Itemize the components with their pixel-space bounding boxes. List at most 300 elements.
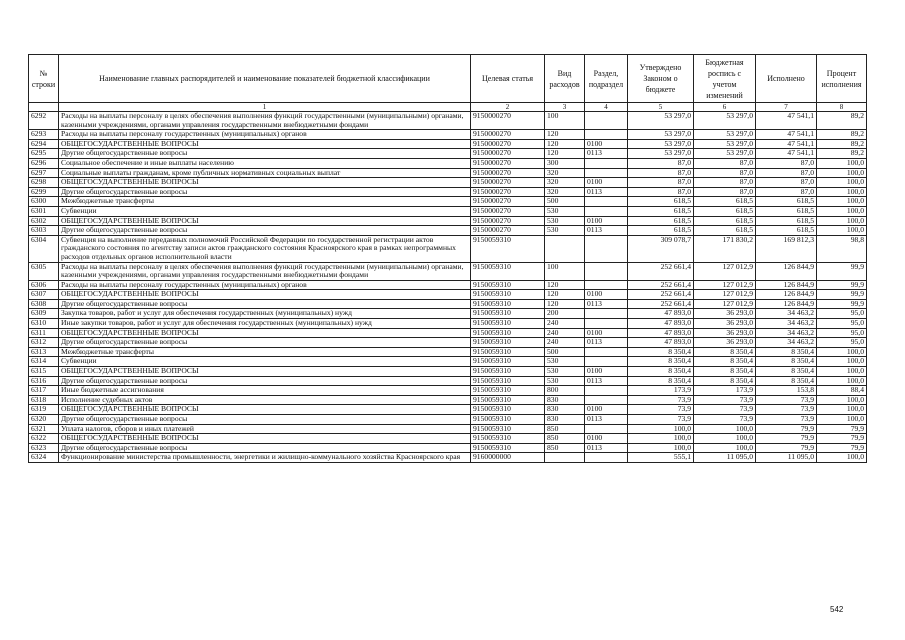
row-schedule: 100,0 (694, 434, 756, 444)
table-row (29, 328, 867, 338)
row-target-code: 9150059310 (471, 386, 545, 396)
row-name: Иные закупки товаров, работ и услуг для обеспечения государственных (муниципальных) нужд (59, 319, 471, 329)
column-number: 8 (817, 103, 867, 112)
row-section: 0100 (585, 139, 628, 149)
row-name: Другие общегосударственные вопросы (59, 376, 471, 386)
row-section: 0113 (585, 226, 628, 236)
table-row (29, 319, 867, 329)
row-target-code: 9150059310 (471, 338, 545, 348)
row-executed: 87,0 (756, 158, 817, 168)
row-section (585, 112, 628, 130)
row-name: ОБЩЕГОСУДАРСТВЕННЫЕ ВОПРОСЫ (59, 178, 471, 188)
row-number: 6308 (29, 299, 59, 309)
table-row (29, 206, 867, 216)
row-percent: 100,0 (817, 158, 867, 168)
row-number: 6309 (29, 309, 59, 319)
column-number: 7 (756, 103, 817, 112)
header-type: Вид расходов (545, 55, 585, 103)
row-schedule: 100,0 (694, 443, 756, 453)
row-expense-type (545, 235, 585, 262)
row-schedule: 36 293,0 (694, 328, 756, 338)
row-schedule: 618,5 (694, 216, 756, 226)
row-section (585, 395, 628, 405)
table-row (29, 405, 867, 415)
row-approved: 87,0 (628, 168, 694, 178)
table-row (29, 149, 867, 159)
row-approved: 47 893,0 (628, 319, 694, 329)
row-number: 6298 (29, 178, 59, 188)
row-name: Субвенции (59, 206, 471, 216)
row-executed: 79,9 (756, 434, 817, 444)
row-approved: 309 078,7 (628, 235, 694, 262)
row-percent: 99,9 (817, 299, 867, 309)
row-name: ОБЩЕГОСУДАРСТВЕННЫЕ ВОПРОСЫ (59, 290, 471, 300)
row-percent: 100,0 (817, 367, 867, 377)
row-number: 6302 (29, 216, 59, 226)
row-section: 0113 (585, 338, 628, 348)
row-approved: 252 661,4 (628, 299, 694, 309)
table-row (29, 347, 867, 357)
row-schedule: 127 012,9 (694, 262, 756, 280)
row-name: Другие общегосударственные вопросы (59, 443, 471, 453)
row-schedule: 618,5 (694, 197, 756, 207)
row-expense-type: 830 (545, 395, 585, 405)
row-section (585, 206, 628, 216)
header-row-no: № строки (29, 55, 59, 103)
row-schedule: 87,0 (694, 178, 756, 188)
row-number: 6306 (29, 280, 59, 290)
row-target-code: 9150059310 (471, 328, 545, 338)
row-schedule: 127 012,9 (694, 290, 756, 300)
row-expense-type: 100 (545, 112, 585, 130)
column-number: 6 (694, 103, 756, 112)
row-section (585, 424, 628, 434)
row-section: 0100 (585, 328, 628, 338)
header-row (29, 55, 867, 103)
row-number: 6295 (29, 149, 59, 159)
row-expense-type: 850 (545, 443, 585, 453)
row-approved: 47 893,0 (628, 309, 694, 319)
row-name: Социальное обеспечение и иные выплаты населению (59, 158, 471, 168)
row-expense-type: 500 (545, 197, 585, 207)
row-executed: 79,9 (756, 443, 817, 453)
row-target-code: 9160000000 (471, 453, 545, 463)
row-section (585, 262, 628, 280)
row-schedule: 53 297,0 (694, 130, 756, 140)
table-row (29, 386, 867, 396)
row-number: 6316 (29, 376, 59, 386)
row-expense-type: 530 (545, 367, 585, 377)
row-section (585, 453, 628, 463)
row-number: 6318 (29, 395, 59, 405)
row-target-code: 9150059310 (471, 424, 545, 434)
column-number-blank (29, 103, 59, 112)
row-expense-type: 530 (545, 357, 585, 367)
row-percent: 98,8 (817, 235, 867, 262)
row-name: Расходы на выплаты персоналу в целях обеспечения выполнения функций государственными (муниципальными) органами, казенными учреждениями, органами управления государственными внебюджетными фондами (59, 112, 471, 130)
row-expense-type: 120 (545, 130, 585, 140)
row-schedule: 127 012,9 (694, 299, 756, 309)
row-number: 6324 (29, 453, 59, 463)
row-target-code: 9150059310 (471, 299, 545, 309)
row-number: 6319 (29, 405, 59, 415)
row-number: 6320 (29, 415, 59, 425)
row-expense-type: 830 (545, 415, 585, 425)
row-number: 6313 (29, 347, 59, 357)
row-percent: 95,0 (817, 309, 867, 319)
row-percent: 99,9 (817, 290, 867, 300)
row-approved: 87,0 (628, 178, 694, 188)
row-name: Иные бюджетные ассигнования (59, 386, 471, 396)
row-percent: 100,0 (817, 395, 867, 405)
row-number: 6317 (29, 386, 59, 396)
row-name: ОБЩЕГОСУДАРСТВЕННЫЕ ВОПРОСЫ (59, 216, 471, 226)
table-row (29, 139, 867, 149)
row-section (585, 386, 628, 396)
row-expense-type: 530 (545, 216, 585, 226)
row-expense-type: 320 (545, 168, 585, 178)
row-target-code: 9150000270 (471, 158, 545, 168)
row-percent: 100,0 (817, 216, 867, 226)
row-number: 6304 (29, 235, 59, 262)
row-expense-type: 300 (545, 158, 585, 168)
row-expense-type: 240 (545, 338, 585, 348)
row-number: 6311 (29, 328, 59, 338)
row-approved: 555,1 (628, 453, 694, 463)
row-executed: 8 350,4 (756, 347, 817, 357)
row-expense-type: 120 (545, 290, 585, 300)
row-section: 0100 (585, 367, 628, 377)
header-schedule: Бюджетная роспись с учетом изменений (694, 55, 756, 103)
row-target-code: 9150059310 (471, 347, 545, 357)
row-section (585, 280, 628, 290)
row-name: ОБЩЕГОСУДАРСТВЕННЫЕ ВОПРОСЫ (59, 139, 471, 149)
row-name: Расходы на выплаты персоналу государственных (муниципальных) органов (59, 280, 471, 290)
row-name: Другие общегосударственные вопросы (59, 187, 471, 197)
row-expense-type: 240 (545, 319, 585, 329)
row-expense-type: 530 (545, 376, 585, 386)
row-name: Межбюджетные трансферты (59, 347, 471, 357)
table-body (29, 112, 867, 463)
row-section: 0113 (585, 187, 628, 197)
row-name: Социальные выплаты гражданам, кроме публичных нормативных социальных выплат (59, 168, 471, 178)
row-target-code: 9150059310 (471, 405, 545, 415)
row-section (585, 130, 628, 140)
row-expense-type: 530 (545, 206, 585, 216)
row-schedule: 87,0 (694, 168, 756, 178)
row-percent: 95,0 (817, 319, 867, 329)
row-schedule: 8 350,4 (694, 357, 756, 367)
header-executed: Исполнено (756, 55, 817, 103)
row-schedule: 11 095,0 (694, 453, 756, 463)
row-percent: 89,2 (817, 112, 867, 130)
row-approved: 73,9 (628, 395, 694, 405)
row-executed: 73,9 (756, 405, 817, 415)
row-schedule: 87,0 (694, 158, 756, 168)
row-percent: 95,0 (817, 338, 867, 348)
row-section (585, 319, 628, 329)
row-executed: 34 463,2 (756, 309, 817, 319)
row-target-code: 9150059310 (471, 434, 545, 444)
table-row (29, 443, 867, 453)
row-approved: 252 661,4 (628, 280, 694, 290)
row-expense-type: 500 (545, 347, 585, 357)
row-number: 6305 (29, 262, 59, 280)
table-row (29, 290, 867, 300)
row-percent: 100,0 (817, 376, 867, 386)
row-number: 6314 (29, 357, 59, 367)
row-executed: 87,0 (756, 178, 817, 188)
row-section (585, 235, 628, 262)
column-number: 4 (585, 103, 628, 112)
row-target-code: 9150059310 (471, 235, 545, 262)
row-expense-type: 800 (545, 386, 585, 396)
row-expense-type: 120 (545, 139, 585, 149)
row-schedule: 36 293,0 (694, 319, 756, 329)
row-expense-type: 850 (545, 434, 585, 444)
row-schedule: 127 012,9 (694, 280, 756, 290)
row-approved: 8 350,4 (628, 347, 694, 357)
row-executed: 126 844,9 (756, 262, 817, 280)
row-expense-type: 320 (545, 187, 585, 197)
row-number: 6301 (29, 206, 59, 216)
row-target-code: 9150000270 (471, 178, 545, 188)
row-number: 6312 (29, 338, 59, 348)
row-percent: 79,9 (817, 424, 867, 434)
row-number: 6321 (29, 424, 59, 434)
row-target-code: 9150000270 (471, 130, 545, 140)
row-schedule: 618,5 (694, 226, 756, 236)
row-name: Уплата налогов, сборов и иных платежей (59, 424, 471, 434)
row-expense-type: 530 (545, 226, 585, 236)
row-schedule: 73,9 (694, 415, 756, 425)
row-approved: 53 297,0 (628, 130, 694, 140)
row-schedule: 73,9 (694, 395, 756, 405)
row-executed: 73,9 (756, 415, 817, 425)
table-row (29, 376, 867, 386)
row-expense-type: 100 (545, 262, 585, 280)
row-schedule: 8 350,4 (694, 367, 756, 377)
row-target-code: 9150059310 (471, 280, 545, 290)
row-number: 6322 (29, 434, 59, 444)
row-approved: 618,5 (628, 206, 694, 216)
row-executed: 8 350,4 (756, 376, 817, 386)
row-name: Другие общегосударственные вопросы (59, 338, 471, 348)
row-section: 0100 (585, 434, 628, 444)
row-executed: 11 095,0 (756, 453, 817, 463)
header-approved: Утверждено Законом о бюджете (628, 55, 694, 103)
row-number: 6294 (29, 139, 59, 149)
row-percent: 100,0 (817, 405, 867, 415)
header-code: Целевая статья (471, 55, 545, 103)
table-row (29, 299, 867, 309)
row-percent: 100,0 (817, 415, 867, 425)
row-approved: 8 350,4 (628, 376, 694, 386)
row-executed: 126 844,9 (756, 280, 817, 290)
row-executed: 79,9 (756, 424, 817, 434)
row-executed: 34 463,2 (756, 328, 817, 338)
header-name: Наименование главных распорядителей и наименование показателей бюджетной классификации (59, 55, 471, 103)
row-target-code: 9150059310 (471, 262, 545, 280)
row-name: Другие общегосударственные вопросы (59, 226, 471, 236)
row-name: Другие общегосударственные вопросы (59, 299, 471, 309)
row-expense-type (545, 453, 585, 463)
row-schedule: 73,9 (694, 405, 756, 415)
row-target-code: 9150000270 (471, 216, 545, 226)
row-section: 0113 (585, 443, 628, 453)
row-executed: 618,5 (756, 226, 817, 236)
row-approved: 618,5 (628, 226, 694, 236)
row-percent: 100,0 (817, 347, 867, 357)
row-executed: 34 463,2 (756, 319, 817, 329)
row-name: Другие общегосударственные вопросы (59, 415, 471, 425)
row-percent: 79,9 (817, 434, 867, 444)
row-name: Функционирование министерства промышленности, энергетики и жилищно-коммунального хозяйства Красноярского края (59, 453, 471, 463)
table-row (29, 226, 867, 236)
row-percent: 88,4 (817, 386, 867, 396)
row-name: ОБЩЕГОСУДАРСТВЕННЫЕ ВОПРОСЫ (59, 367, 471, 377)
row-percent: 100,0 (817, 453, 867, 463)
table-row (29, 415, 867, 425)
row-name: Исполнение судебных актов (59, 395, 471, 405)
table-row (29, 112, 867, 130)
row-approved: 87,0 (628, 187, 694, 197)
row-approved: 87,0 (628, 158, 694, 168)
row-name: Другие общегосударственные вопросы (59, 149, 471, 159)
column-number: 3 (545, 103, 585, 112)
row-approved: 618,5 (628, 197, 694, 207)
row-expense-type: 120 (545, 299, 585, 309)
row-name: Субвенция на выполнение переданных полномочий Российской Федерации по государственной регистрации актов гражданского состояния по агентству записи актов гражданского состояния Красноярского края в рамках непрограммных расходов отдельных органов исполнительной власти (59, 235, 471, 262)
row-executed: 8 350,4 (756, 357, 817, 367)
row-section (585, 158, 628, 168)
row-executed: 618,5 (756, 206, 817, 216)
row-approved: 173,9 (628, 386, 694, 396)
row-approved: 8 350,4 (628, 367, 694, 377)
budget-execution-table (28, 54, 867, 463)
row-section: 0113 (585, 299, 628, 309)
row-executed: 47 541,1 (756, 112, 817, 130)
row-section (585, 197, 628, 207)
row-expense-type: 120 (545, 280, 585, 290)
row-target-code: 9150000270 (471, 197, 545, 207)
row-approved: 47 893,0 (628, 328, 694, 338)
row-number: 6293 (29, 130, 59, 140)
row-target-code: 9150059310 (471, 319, 545, 329)
row-executed: 47 541,1 (756, 130, 817, 140)
row-executed: 87,0 (756, 187, 817, 197)
row-percent: 79,9 (817, 443, 867, 453)
row-schedule: 53 297,0 (694, 112, 756, 130)
row-approved: 100,0 (628, 434, 694, 444)
table-row (29, 168, 867, 178)
row-name: Закупка товаров, работ и услуг для обеспечения государственных (муниципальных) нужд (59, 309, 471, 319)
row-percent: 100,0 (817, 206, 867, 216)
row-section (585, 168, 628, 178)
row-target-code: 9150000270 (471, 112, 545, 130)
row-target-code: 9150059310 (471, 443, 545, 453)
row-target-code: 9150059310 (471, 376, 545, 386)
row-number: 6297 (29, 168, 59, 178)
row-percent: 89,2 (817, 149, 867, 159)
row-schedule: 36 293,0 (694, 309, 756, 319)
table-row (29, 424, 867, 434)
row-section (585, 357, 628, 367)
row-schedule: 8 350,4 (694, 376, 756, 386)
row-target-code: 9150000270 (471, 149, 545, 159)
row-approved: 618,5 (628, 216, 694, 226)
table-row (29, 197, 867, 207)
table-row (29, 338, 867, 348)
row-name: ОБЩЕГОСУДАРСТВЕННЫЕ ВОПРОСЫ (59, 434, 471, 444)
row-number: 6315 (29, 367, 59, 377)
row-schedule: 618,5 (694, 206, 756, 216)
row-percent: 100,0 (817, 168, 867, 178)
row-executed: 169 812,3 (756, 235, 817, 262)
row-executed: 126 844,9 (756, 299, 817, 309)
row-percent: 95,0 (817, 328, 867, 338)
row-name: ОБЩЕГОСУДАРСТВЕННЫЕ ВОПРОСЫ (59, 405, 471, 415)
table-row (29, 262, 867, 280)
table-row (29, 187, 867, 197)
row-expense-type: 830 (545, 405, 585, 415)
row-target-code: 9150059310 (471, 357, 545, 367)
row-percent: 99,9 (817, 280, 867, 290)
row-name: Расходы на выплаты персоналу государственных (муниципальных) органов (59, 130, 471, 140)
row-target-code: 9150059310 (471, 415, 545, 425)
row-percent: 89,2 (817, 139, 867, 149)
row-number: 6292 (29, 112, 59, 130)
row-schedule: 87,0 (694, 187, 756, 197)
header-percent: Процент исполнения (817, 55, 867, 103)
row-section: 0113 (585, 376, 628, 386)
table-row (29, 395, 867, 405)
row-executed: 87,0 (756, 168, 817, 178)
table-row (29, 367, 867, 377)
row-number: 6296 (29, 158, 59, 168)
row-executed: 126 844,9 (756, 290, 817, 300)
row-target-code: 9150000270 (471, 187, 545, 197)
column-number: 1 (59, 103, 471, 112)
table-row (29, 434, 867, 444)
row-approved: 73,9 (628, 405, 694, 415)
row-section (585, 309, 628, 319)
row-percent: 100,0 (817, 226, 867, 236)
row-executed: 73,9 (756, 395, 817, 405)
row-target-code: 9150000270 (471, 206, 545, 216)
row-schedule: 173,9 (694, 386, 756, 396)
row-expense-type: 320 (545, 178, 585, 188)
row-expense-type: 240 (545, 328, 585, 338)
row-approved: 252 661,4 (628, 290, 694, 300)
row-section (585, 347, 628, 357)
row-target-code: 9150059310 (471, 367, 545, 377)
row-schedule: 53 297,0 (694, 139, 756, 149)
table-row (29, 130, 867, 140)
column-number: 5 (628, 103, 694, 112)
row-executed: 153,8 (756, 386, 817, 396)
row-name: Расходы на выплаты персоналу в целях обеспечения выполнения функций государственными (муниципальными) органами, казенными учреждениями, органами управления государственными внебюджетными фондами (59, 262, 471, 280)
row-section: 0100 (585, 216, 628, 226)
row-approved: 8 350,4 (628, 357, 694, 367)
page-number: 542 (830, 605, 844, 614)
row-approved: 73,9 (628, 415, 694, 425)
row-section: 0100 (585, 178, 628, 188)
row-target-code: 9150059310 (471, 290, 545, 300)
row-percent: 100,0 (817, 187, 867, 197)
row-approved: 100,0 (628, 424, 694, 434)
row-percent: 89,2 (817, 130, 867, 140)
